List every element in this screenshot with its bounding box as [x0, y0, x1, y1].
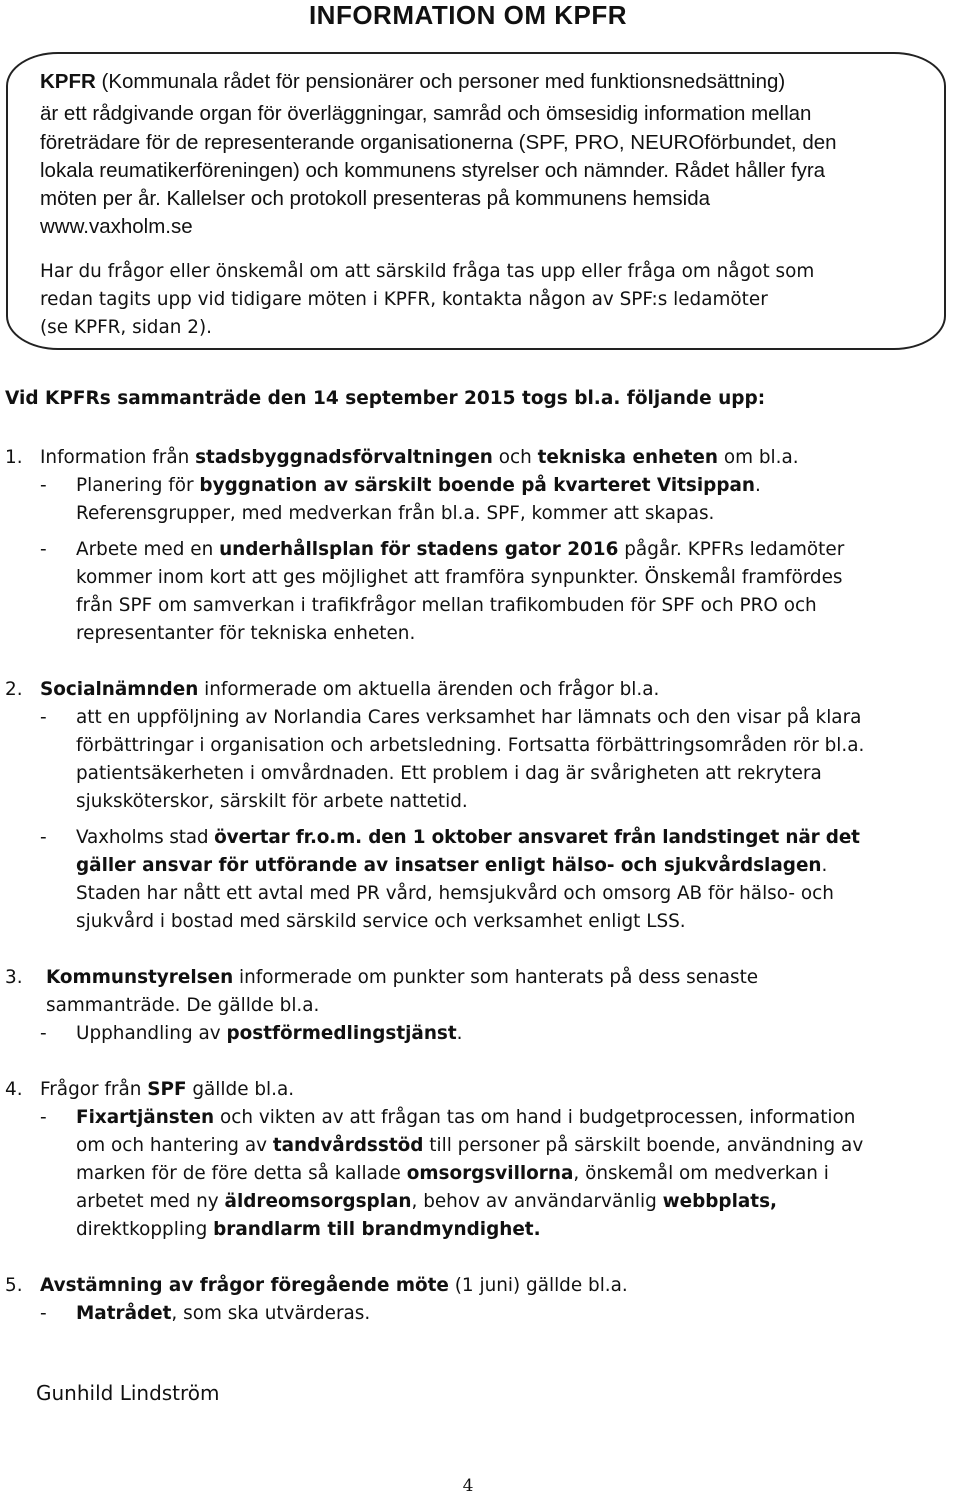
- item-1-bullet-2-cont: kommer inom kort att ges möjlighet att framföra synpunkter. Önskemål framfördes: [76, 567, 843, 588]
- intro-line: är ett rådgivande organ för överläggningar, samråd och ömsesidig information mellan: [40, 102, 812, 125]
- intro-line: möten per år. Kallelser och protokoll presenteras på kommunens hemsida: [40, 187, 711, 210]
- item-4-bullet-1-cont: marken för de före detta så kallade omsorgsvillorna, önskemål om medverkan i: [76, 1163, 829, 1184]
- meeting-heading: Vid KPFRs sammanträde den 14 september 2015 togs bl.a. följande upp:: [5, 388, 766, 409]
- item-2-line: Socialnämnden informerade om aktuella ärenden och frågor bl.a.: [40, 679, 660, 700]
- item-1-bullet-1: Planering för byggnation av särskilt boende på kvarteret Vitsippan.: [76, 475, 761, 496]
- item-number: 2.: [5, 679, 23, 700]
- item-1-line: Information från stadsbyggnadsförvaltningen och tekniska enheten om bl.a.: [40, 447, 799, 468]
- dash-bullet: -: [40, 1023, 47, 1044]
- item-2-bullet-1-cont: patientsäkerheten i omvårdnaden. Ett problem i dag är svårigheten att rekrytera: [76, 763, 822, 784]
- item-2-bullet-2: Vaxholms stad övertar fr.o.m. den 1 oktober ansvaret från landstinget när det: [76, 827, 860, 848]
- item-1-bullet-2-cont: representanter för tekniska enheten.: [76, 623, 416, 644]
- item-1-bullet-2: Arbete med en underhållsplan för stadens gator 2016 pågår. KPFRs ledamöter: [76, 539, 845, 560]
- page-number: 4: [462, 1476, 474, 1496]
- contact-line: Har du frågor eller önskemål om att särskild fråga tas upp eller fråga om något som: [40, 261, 815, 282]
- item-number: 3.: [5, 967, 23, 988]
- contact-line: (se KPFR, sidan 2).: [40, 317, 212, 338]
- intro-text: (Kommunala rådet för pensionärer och personer med funktionsnedsättning): [95, 70, 786, 93]
- intro-line: företrädare för de representerande organisationerna (SPF, PRO, NEUROförbundet, den: [40, 131, 837, 154]
- item-2-bullet-1: att en uppföljning av Norlandia Cares verksamhet har lämnats och den visar på klara: [76, 707, 862, 728]
- dash-bullet: -: [40, 475, 47, 496]
- item-3-line: Kommunstyrelsen informerade om punkter som hanterats på dess senaste: [46, 967, 759, 988]
- dash-bullet: -: [40, 1107, 47, 1128]
- item-number: 4.: [5, 1079, 23, 1100]
- intro-line: lokala reumatikerföreningen) och kommunens styrelser och nämnder. Rådet håller fyra: [40, 159, 826, 182]
- item-4-bullet-1-cont: om och hantering av tandvårdsstöd till personer på särskilt boende, användning av: [76, 1135, 864, 1156]
- item-5-bullet-1: Matrådet, som ska utvärderas.: [76, 1303, 371, 1324]
- item-2-bullet-2-cont: Staden har nått ett avtal med PR vård, hemsjukvård och omsorg AB för hälso- och: [76, 883, 834, 904]
- item-2-bullet-2-cont: gäller ansvar för utförande av insatser enligt hälso- och sjukvårdslagen.: [76, 855, 828, 876]
- item-5-line: Avstämning av frågor föregående möte (1 juni) gällde bl.a.: [40, 1275, 628, 1296]
- item-1-bullet-1-cont: Referensgrupper, med medverkan från bl.a. SPF, kommer att skapas.: [76, 503, 715, 524]
- dash-bullet: -: [40, 707, 47, 728]
- contact-line: redan tagits upp vid tidigare möten i KPFR, kontakta någon av SPF:s ledamöter: [40, 289, 768, 310]
- item-3-bullet-1: Upphandling av postförmedlingstjänst.: [76, 1023, 463, 1044]
- intro-line: [40, 70, 785, 94]
- item-2-bullet-1-cont: förbättringar i organisation och arbetsledning. Fortsatta förbättringsområden rör bl.a.: [76, 735, 865, 756]
- item-number: 5.: [5, 1275, 23, 1296]
- item-number: 1.: [5, 447, 23, 468]
- item-1-bullet-2-cont: från SPF om samverkan i trafikfrågor mellan trafikombuden för SPF och PRO och: [76, 595, 817, 616]
- dash-bullet: -: [40, 539, 47, 560]
- dash-bullet: -: [40, 827, 47, 848]
- item-2-bullet-2-cont: sjukvård i bostad med särskild service och verksamhet enligt LSS.: [76, 911, 686, 932]
- item-2-bullet-1-cont: sjuksköterskor, särskilt för arbete nattetid.: [76, 791, 468, 812]
- website-link[interactable]: www.vaxholm.se: [40, 215, 193, 238]
- item-3-line-cont: sammanträde. De gällde bl.a.: [46, 995, 320, 1016]
- item-4-bullet-1-cont: arbetet med ny äldreomsorgsplan, behov av användarvänlig webbplats,: [76, 1191, 778, 1212]
- dash-bullet: -: [40, 1303, 47, 1324]
- item-4-line: Frågor från SPF gällde bl.a.: [40, 1079, 295, 1100]
- signature: Gunhild Lindström: [36, 1381, 220, 1405]
- page-title: INFORMATION OM KPFR: [308, 0, 628, 30]
- item-4-bullet-1-cont: direktkoppling brandlarm till brandmyndighet.: [76, 1219, 541, 1240]
- kpfr-abbreviation: KPFR: [40, 70, 96, 93]
- item-4-bullet-1: Fixartjänsten och vikten av att frågan tas om hand i budgetprocessen, information: [76, 1107, 856, 1128]
